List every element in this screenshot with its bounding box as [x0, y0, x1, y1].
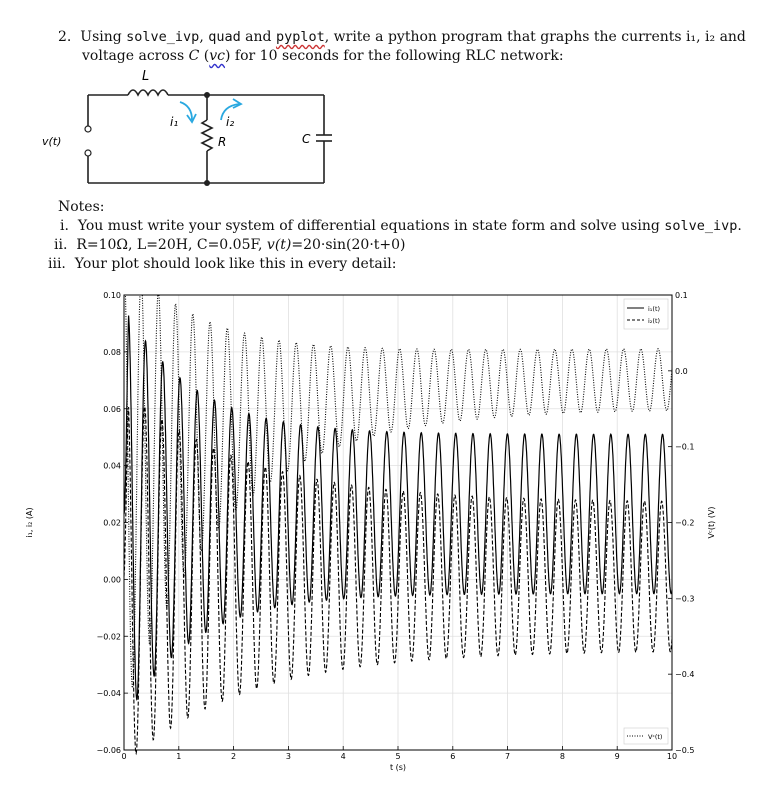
y-tick-label: −0.02 [96, 632, 121, 642]
y-tick-label: −0.06 [96, 746, 121, 755]
problem-text: , write a python program that graphs the currents i₁, i₂ and [324, 29, 746, 45]
notes-title: Notes: [58, 199, 105, 215]
i1-label: i₁ [170, 115, 179, 129]
x-tick-label: 10 [666, 752, 678, 761]
code-quad: quad [208, 29, 241, 45]
legend-label: Vᶜ(t) [648, 733, 663, 741]
code-solve-ivp: solve_ivp [664, 218, 738, 234]
x-tick-label: 8 [559, 752, 565, 761]
problem-text: ) for 10 seconds for the following RLC network: [225, 48, 564, 64]
x-tick-label: 9 [614, 752, 620, 761]
node-top [204, 92, 210, 98]
note-item-3 [48, 255, 396, 273]
x-tick-label: 5 [395, 752, 401, 761]
note-tail: . [737, 218, 742, 234]
x-tick-label: 7 [505, 752, 511, 761]
terminal-bottom [85, 150, 91, 156]
inductor-symbol [128, 90, 168, 95]
y-tick-label: 0.04 [103, 461, 121, 471]
y-tick-label: 0.08 [103, 347, 121, 357]
note-tail: =20·sin(20·t+0) [291, 237, 406, 253]
x-tick-label: 3 [285, 752, 291, 761]
note-number: i. [60, 218, 69, 234]
problem-text: , [199, 29, 209, 45]
resistor-label: R [218, 135, 227, 149]
note-item-2 [54, 236, 406, 254]
y2-tick-label: −0.2 [675, 518, 695, 528]
legend-top-box [624, 299, 668, 329]
note-number: iii. [48, 256, 66, 272]
note-number: ii. [54, 237, 68, 253]
note-item-1 [60, 217, 742, 235]
note-text: R=10Ω, L=20H, C=0.05F, [76, 237, 267, 253]
y-tick-label: 0.02 [103, 518, 121, 528]
legend-label: i₁(t) [648, 305, 661, 313]
problem-text-line1 [58, 28, 746, 46]
problem-text: and [240, 29, 276, 45]
note-text: You must write your system of differential equations in state form and solve using [77, 218, 665, 234]
y-tick-label: −0.04 [96, 689, 121, 699]
rlc-circuit-diagram [0, 60, 778, 190]
y2-tick-label: −0.5 [675, 746, 695, 755]
node-bottom [204, 180, 210, 186]
y2-tick-label: 0.1 [675, 291, 688, 300]
code-pyplot: pyplot [275, 29, 325, 45]
y-axis-label: i₁, i₂ (A) [25, 507, 34, 538]
y2-tick-label: −0.1 [675, 442, 695, 452]
inductor-label: L [142, 69, 150, 84]
vc-var: vc [209, 48, 226, 64]
code-solve-ivp: solve_ivp [126, 29, 200, 45]
x-axis-label: t (s) [389, 763, 407, 772]
y2-axis-label: Vᶜ(t) (V) [707, 506, 716, 539]
resistor-symbol [202, 120, 212, 151]
problem-text: ( [199, 48, 210, 64]
y-tick-label: 0.10 [103, 291, 121, 300]
i1-arrow-icon [180, 102, 192, 120]
terminal-top [85, 126, 91, 132]
capacitor-var: C [188, 48, 200, 64]
current-voltage-plot [0, 280, 778, 795]
x-tick-label: 0 [121, 752, 127, 761]
x-tick-label: 4 [340, 752, 346, 761]
y2-tick-label: −0.3 [675, 594, 695, 604]
problem-text: Using [80, 29, 127, 45]
vt-var: v(t) [266, 237, 292, 253]
y2-tick-label: 0.0 [675, 366, 688, 376]
y2-tick-label: −0.4 [675, 670, 695, 680]
source-label: v(t) [42, 135, 62, 148]
y-tick-label: 0.00 [103, 575, 121, 585]
problem-text: voltage across [82, 48, 189, 64]
y-tick-label: 0.06 [103, 404, 121, 414]
x-tick-label: 6 [450, 752, 456, 761]
problem-number: 2. [58, 29, 72, 45]
x-tick-label: 1 [176, 752, 182, 761]
note-text: Your plot should look like this in every detail: [74, 256, 397, 272]
capacitor-label: C [302, 132, 311, 146]
x-tick-label: 2 [231, 752, 237, 761]
legend-label: i₂(t) [648, 317, 661, 325]
i2-label: i₂ [226, 115, 235, 129]
